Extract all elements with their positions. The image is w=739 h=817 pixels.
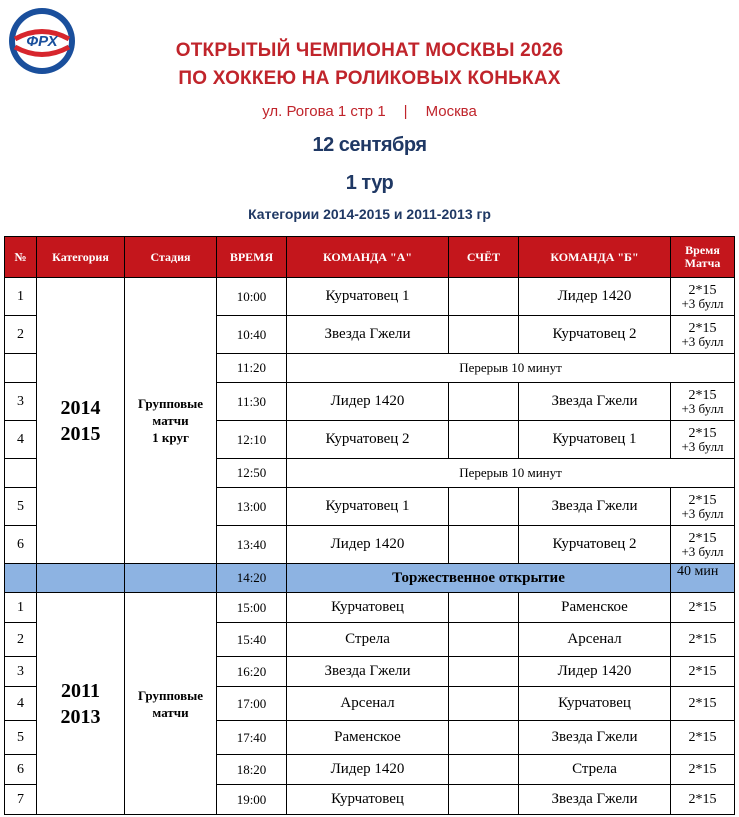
duration-periods: 2*15 (688, 282, 717, 298)
stage-cell (125, 564, 217, 593)
team-b: Звезда Гжели (519, 383, 671, 421)
team-a: Арсенал (287, 687, 449, 721)
col-stage: Стадия (125, 237, 217, 278)
score-cell (449, 657, 519, 687)
match-number: 4 (5, 687, 37, 721)
match-number (5, 564, 37, 593)
team-b: Звезда Гжели (519, 721, 671, 755)
match-time: 17:40 (217, 721, 287, 755)
col-team-a: КОМАНДА "А" (287, 237, 449, 278)
score-cell (449, 755, 519, 785)
score-cell (449, 593, 519, 623)
category-year-2: 2013 (60, 705, 101, 728)
duration-shootout: +3 булл (681, 505, 724, 521)
match-time: 10:00 (217, 278, 287, 316)
ceremony-duration: 40 мин (671, 564, 735, 593)
col-duration (671, 237, 735, 278)
col-team-b: КОМАНДА "Б" (519, 237, 671, 278)
category-year-1: 2011 (61, 679, 100, 702)
team-b: Лидер 1420 (519, 278, 671, 316)
score-cell (449, 623, 519, 657)
score-cell (449, 316, 519, 354)
address: ул. Рогова 1 стр 1 (262, 103, 386, 120)
team-b: Курчатовец 1 (519, 421, 671, 459)
col-category: Категория (37, 237, 125, 278)
stage-line-2: матчи (152, 704, 189, 720)
team-b: Звезда Гжели (519, 488, 671, 526)
duration-periods: 2*15 (688, 492, 717, 508)
score-cell (449, 488, 519, 526)
match-number: 3 (5, 657, 37, 687)
team-b: Курчатовец 2 (519, 316, 671, 354)
score-cell (449, 687, 519, 721)
match-number: 1 (5, 593, 37, 623)
break-text: Перерыв 10 минут (287, 354, 735, 383)
team-b: Звезда Гжели (519, 785, 671, 815)
duration-periods: 2*15 (688, 530, 717, 546)
col-duration-line2: Матча (684, 256, 721, 270)
score-cell (449, 383, 519, 421)
team-b: Курчатовец 2 (519, 526, 671, 564)
match-number (5, 354, 37, 383)
title-line-1: ОТКРЫТЫЙ ЧЕМПИОНАТ МОСКВЫ 2026 (175, 40, 564, 61)
team-a: Лидер 1420 (287, 383, 449, 421)
col-score: СЧЁТ (449, 237, 519, 278)
team-a: Раменское (287, 721, 449, 755)
match-number: 6 (5, 755, 37, 785)
team-a: Курчатовец 1 (287, 278, 449, 316)
duration-shootout: +3 булл (681, 543, 724, 559)
score-cell (449, 785, 519, 815)
duration-shootout: +3 булл (681, 438, 724, 454)
team-a: Курчатовец 2 (287, 421, 449, 459)
duration-shootout: +3 булл (681, 400, 724, 416)
match-number (5, 459, 37, 488)
table-header-row (5, 237, 735, 278)
match-duration: 2*15 (671, 785, 735, 815)
match-time: 10:40 (217, 316, 287, 354)
team-a: Стрела (287, 623, 449, 657)
col-duration-line1: Время (685, 243, 720, 257)
match-time: 12:10 (217, 421, 287, 459)
score-cell (449, 421, 519, 459)
address-line (0, 103, 739, 120)
match-duration (671, 278, 735, 316)
table-row (5, 593, 735, 623)
team-b: Курчатовец (519, 687, 671, 721)
score-cell (449, 278, 519, 316)
match-duration (671, 421, 735, 459)
team-b: Арсенал (519, 623, 671, 657)
categories-label: Категории 2014-2015 и 2011-2013 гр (248, 206, 491, 222)
match-number: 3 (5, 383, 37, 421)
match-duration (671, 526, 735, 564)
match-duration: 2*15 (671, 593, 735, 623)
ceremony-row (5, 564, 735, 593)
stage-line-2: матчи (152, 413, 189, 428)
break-text: Перерыв 10 минут (287, 459, 735, 488)
team-a: Лидер 1420 (287, 755, 449, 785)
team-a: Курчатовец (287, 785, 449, 815)
match-number: 2 (5, 623, 37, 657)
stage-cell (125, 278, 217, 564)
category-cell (37, 564, 125, 593)
match-number: 5 (5, 488, 37, 526)
match-duration: 2*15 (671, 657, 735, 687)
col-time: ВРЕМЯ (217, 237, 287, 278)
match-number: 2 (5, 316, 37, 354)
match-duration: 2*15 (671, 755, 735, 785)
match-duration (671, 383, 735, 421)
team-a: Лидер 1420 (287, 526, 449, 564)
team-a: Звезда Гжели (287, 657, 449, 687)
team-a: Звезда Гжели (287, 316, 449, 354)
match-time: 11:30 (217, 383, 287, 421)
ceremony-title: Торжественное открытие (287, 564, 671, 593)
stage-line-1: Групповые (137, 396, 204, 411)
match-number: 5 (5, 721, 37, 755)
match-number: 7 (5, 785, 37, 815)
score-cell (449, 721, 519, 755)
match-duration (671, 488, 735, 526)
duration-shootout: +3 булл (681, 333, 724, 349)
team-b: Стрела (519, 755, 671, 785)
address-separator: | (403, 103, 408, 120)
match-time: 13:00 (217, 488, 287, 526)
category-cell (37, 593, 125, 815)
table-row (5, 278, 735, 316)
duration-periods: 2*15 (688, 387, 717, 403)
title-line-2: ПО ХОККЕЮ НА РОЛИКОВЫХ КОНЬКАХ (178, 68, 561, 89)
match-number: 4 (5, 421, 37, 459)
team-b: Раменское (519, 593, 671, 623)
duration-shootout: +3 булл (681, 295, 724, 311)
category-cell (37, 278, 125, 564)
team-a: Курчатовец 1 (287, 488, 449, 526)
score-cell (449, 526, 519, 564)
round-label: 1 тур (345, 172, 394, 194)
match-duration: 2*15 (671, 721, 735, 755)
match-number: 1 (5, 278, 37, 316)
team-b: Лидер 1420 (519, 657, 671, 687)
match-time: 17:00 (217, 687, 287, 721)
match-duration: 2*15 (671, 623, 735, 657)
match-time: 16:20 (217, 657, 287, 687)
stage-line-1: Групповые (137, 687, 204, 703)
break-time: 12:50 (217, 459, 287, 488)
category-year-1: 2014 (60, 396, 101, 419)
match-time: 18:20 (217, 755, 287, 785)
schedule-table (4, 236, 735, 815)
city: Москва (425, 103, 477, 120)
match-time: 13:40 (217, 526, 287, 564)
logo-text: ФРХ (26, 33, 58, 50)
match-duration (671, 316, 735, 354)
match-duration: 2*15 (671, 687, 735, 721)
match-number: 6 (5, 526, 37, 564)
stage-cell (125, 593, 217, 815)
event-date: 12 сентября (312, 134, 427, 156)
duration-periods: 2*15 (688, 320, 717, 336)
match-time: 15:40 (217, 623, 287, 657)
duration-periods: 2*15 (688, 425, 717, 441)
break-time: 11:20 (217, 354, 287, 383)
match-time: 15:00 (217, 593, 287, 623)
col-num: № (5, 237, 37, 278)
match-time: 19:00 (217, 785, 287, 815)
category-year-2: 2015 (60, 422, 101, 445)
ceremony-time: 14:20 (217, 564, 287, 593)
team-a: Курчатовец (287, 593, 449, 623)
stage-line-3: 1 круг (152, 430, 189, 445)
